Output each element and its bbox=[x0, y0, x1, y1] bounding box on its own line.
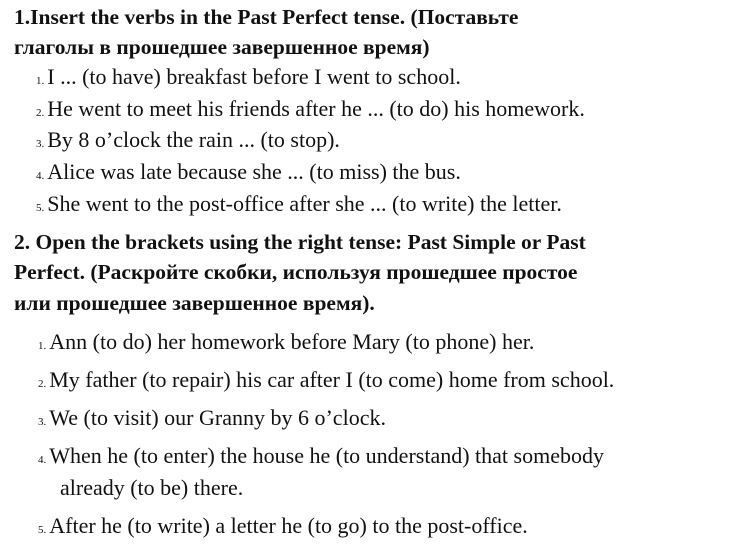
item-number: 3. bbox=[38, 416, 47, 428]
section1-item-1 bbox=[36, 62, 461, 96]
section1-item-5 bbox=[36, 189, 562, 223]
section2-item-4 bbox=[38, 441, 604, 475]
item-text: Ann (to do) her homework before Mary (to phone) her. bbox=[49, 329, 535, 354]
item-text: After he (to write) a letter he (to go) to the post-office. bbox=[49, 513, 528, 538]
item-text: I ... (to have) breakfast before I went to school. bbox=[47, 64, 461, 89]
item-number: 2. bbox=[36, 107, 45, 119]
section2-item-1 bbox=[38, 327, 534, 361]
item-number: 5. bbox=[36, 202, 45, 214]
item-number: 5. bbox=[38, 524, 47, 536]
section1-heading-line1: 1.Insert the verbs in the Past Perfect tense. (Поставьте bbox=[14, 5, 519, 29]
item-text: My father (to repair) his car after I (to come) home from school. bbox=[49, 367, 615, 392]
section2-item-2 bbox=[38, 365, 614, 399]
item-text: By 8 o’clock the rain ... (to stop). bbox=[47, 127, 340, 152]
section1-item-3 bbox=[36, 125, 340, 159]
section2-heading-line1: 2. Open the brackets using the right tense: Past Simple or Past bbox=[14, 230, 586, 254]
item-number: 4. bbox=[38, 454, 47, 466]
section2-item-3 bbox=[38, 403, 386, 437]
item-number: 3. bbox=[36, 138, 45, 150]
item-text: We (to visit) our Granny by 6 o’clock. bbox=[49, 405, 386, 430]
item-text: She went to the post-office after she ... (to write) the letter. bbox=[47, 191, 562, 216]
section2-item-4-continuation: already (to be) there. bbox=[60, 475, 244, 500]
section1-item-4 bbox=[36, 157, 461, 191]
item-text: Alice was late because she ... (to miss) the bus. bbox=[47, 159, 461, 184]
item-number: 2. bbox=[38, 378, 47, 390]
item-number: 1. bbox=[36, 75, 45, 87]
section2-item-5 bbox=[38, 511, 528, 545]
section2-heading-line3: или прошедшее завершенное время). bbox=[14, 291, 375, 315]
section1-item-2 bbox=[36, 94, 585, 128]
section1-heading-line2: глаголы в прошедшее завершенное время) bbox=[14, 35, 430, 59]
item-number: 1. bbox=[38, 340, 47, 352]
item-text: He went to meet his friends after he ... (to do) his homework. bbox=[47, 96, 585, 121]
item-text: When he (to enter) the house he (to understand) that somebody bbox=[49, 443, 604, 468]
section2-heading-line2: Perfect. (Раскройте скобки, используя прошедшее простое bbox=[14, 260, 578, 284]
item-number: 4. bbox=[36, 170, 45, 182]
